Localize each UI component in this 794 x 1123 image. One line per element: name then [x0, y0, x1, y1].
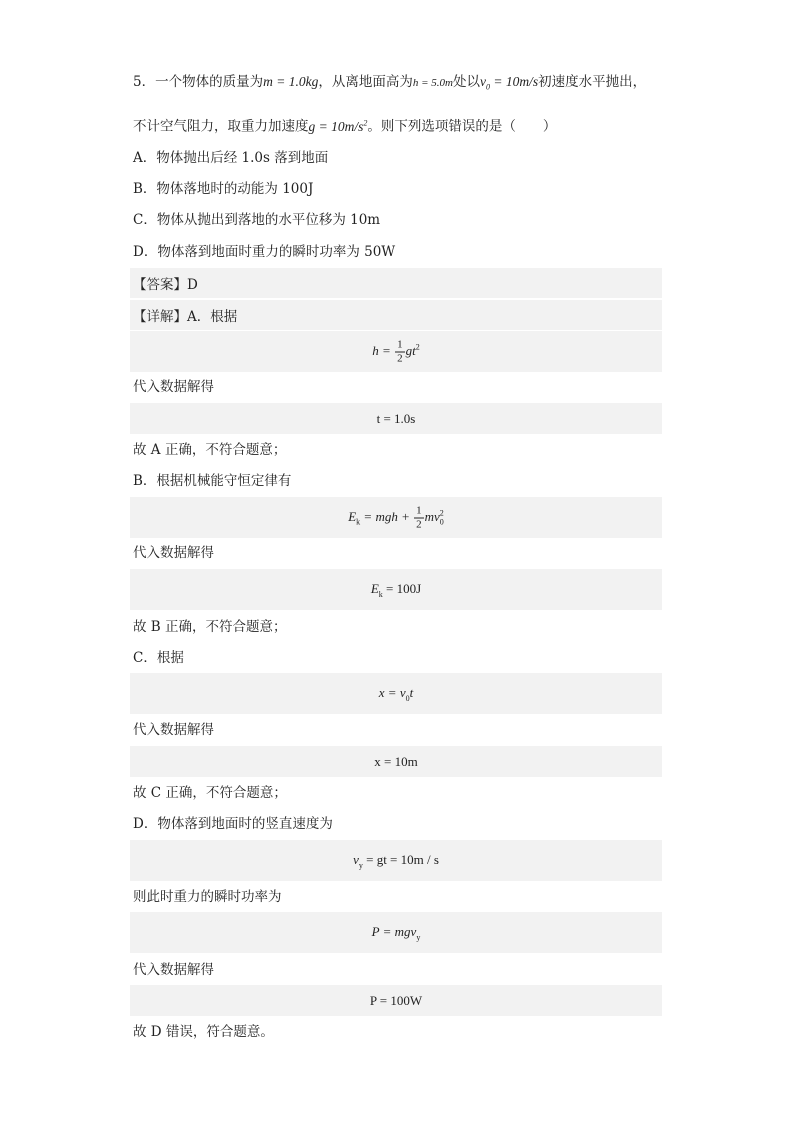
- equation-height-formula: h = $\frac{1}{2}$ $gt^2$: [372, 338, 420, 364]
- equation-block-8: [130, 912, 662, 953]
- conclusion-b: 故 B 正确，不符合题意；: [133, 619, 287, 635]
- equation-displacement-result: x = 10m: [374, 753, 418, 769]
- question-line-1: 5．一个物体的质量为m = 1.0kg，从离地面高为h = 5.0m处以$v_0 = 10m/s$初速度水平抛出，: [133, 74, 647, 92]
- mass-expression: m = 1.0kg: [263, 74, 319, 89]
- question-line-2: 不计空气阻力，取重力加速度$g = 10m/s^2$。则下列选项错误的是（ ）: [133, 118, 557, 135]
- c-intro: C．根据: [133, 650, 184, 666]
- answer-block: [130, 268, 662, 298]
- equation-vertical-velocity: $v_y$ = gt = 10m / s: [353, 851, 439, 870]
- d-intro: D．物体落到地面时的竖直速度为: [133, 816, 333, 832]
- option-c: C．物体从抛出到落地的水平位移为 10m: [133, 212, 381, 228]
- equation-power-result: P = 100W: [369, 992, 423, 1008]
- conclusion-d: 故 D 错误，符合题意。: [133, 1024, 274, 1040]
- substitute-text-3: 代入数据解得: [133, 722, 214, 738]
- equation-block-5: [130, 673, 662, 714]
- option-d: D．物体落到地面时重力的瞬时功率为 50W: [133, 244, 396, 260]
- substitute-text-4: 代入数据解得: [133, 962, 214, 978]
- answer-text: 【答案】D: [133, 277, 198, 293]
- velocity-expression: $v_0 = 10m/s$: [479, 74, 539, 92]
- gravity-expression: $g = 10m/s^2$: [308, 118, 368, 134]
- equation-block-2: [130, 403, 662, 434]
- equation-block-9: [130, 985, 662, 1016]
- equation-time-result: t = 1.0s: [376, 410, 416, 426]
- equation-block-7: [130, 840, 662, 881]
- option-a: A．物体抛出后经 1.0s 落到地面: [133, 150, 329, 166]
- substitute-text-2: 代入数据解得: [133, 545, 214, 561]
- b-intro: B．根据机械能守恒定律有: [133, 473, 292, 489]
- equation-power-formula: P = mgv$_y$: [371, 923, 421, 942]
- detail-intro: 【详解】A．根据: [133, 309, 238, 325]
- conclusion-a: 故 A 正确，不符合题意；: [133, 442, 287, 458]
- height-expression: h = 5.0m: [412, 77, 453, 89]
- option-b: B．物体落地时的动能为 100J: [133, 181, 314, 197]
- detail-intro-block: [130, 300, 662, 330]
- equation-block-6: [130, 746, 662, 777]
- equation-energy-conservation: $E_k$ = mgh + $\frac{1}{2}$ $mv^2_0$: [348, 504, 444, 530]
- substitute-text-1: 代入数据解得: [133, 379, 214, 395]
- d-power-intro: 则此时重力的瞬时功率为: [133, 889, 282, 905]
- equation-block-4: [130, 569, 662, 610]
- equation-displacement-formula: $x = v_0t$: [378, 684, 414, 703]
- conclusion-c: 故 C 正确，不符合题意；: [133, 785, 287, 801]
- equation-block-3: [130, 497, 662, 538]
- equation-energy-result: $E_k = 100J$: [370, 580, 422, 599]
- equation-block-1: [130, 331, 662, 372]
